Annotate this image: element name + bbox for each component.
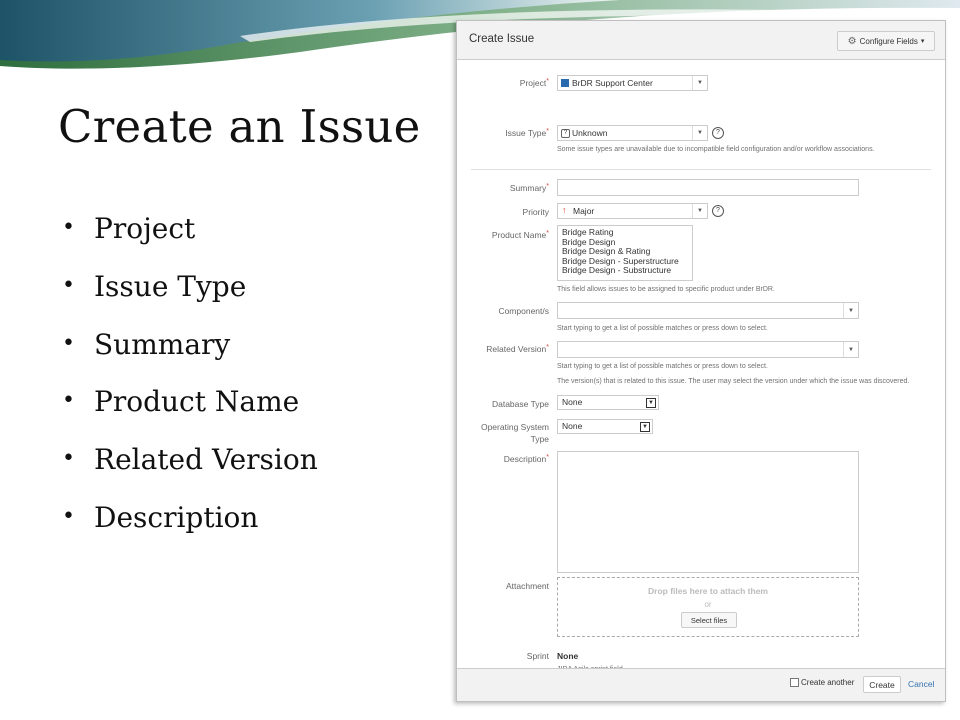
drop-zone-or: or [704, 600, 712, 609]
chevron-down-icon: ▼ [646, 398, 656, 408]
chevron-down-icon: ▼ [843, 342, 858, 357]
list-item[interactable]: Bridge Design - Substructure [562, 265, 672, 275]
select-files-button[interactable]: Select files [681, 612, 737, 628]
related-version-hint: Start typing to get a list of possible matches or press down to select. [557, 363, 768, 370]
project-label: Project* [519, 78, 549, 88]
chevron-down-icon: ▼ [692, 126, 707, 140]
related-version-label: Related Version* [486, 344, 549, 354]
sprint-value: None [557, 651, 579, 661]
unknown-issue-icon: ? [561, 129, 570, 138]
create-button[interactable]: Create [863, 676, 901, 693]
chevron-down-icon: ▾ [920, 38, 925, 45]
divider [471, 169, 931, 170]
chevron-down-icon: ▼ [692, 204, 707, 218]
product-name-label: Product Name* [491, 230, 549, 240]
operating-system-select[interactable]: None ▼ [557, 419, 653, 434]
cancel-link[interactable]: Cancel [908, 679, 935, 689]
bullet-item: • Summary [62, 327, 231, 361]
components-input[interactable] [557, 302, 859, 319]
help-icon[interactable]: ? [712, 205, 724, 217]
description-textarea[interactable] [557, 451, 859, 573]
bullet-item: • Product Name [62, 385, 300, 419]
chevron-down-icon: ▼ [843, 303, 858, 318]
drop-zone-text: Drop files here to attach them [648, 586, 768, 596]
attachment-drop-zone[interactable] [557, 577, 859, 637]
list-item[interactable]: Bridge Design - Superstructure [562, 255, 679, 266]
summary-label: Summary* [509, 183, 549, 193]
list-item[interactable]: Bridge Rating [562, 227, 614, 237]
checkbox-icon [790, 678, 799, 687]
summary-input[interactable] [557, 179, 859, 196]
list-item[interactable]: Bridge Design & Rating [562, 246, 651, 256]
configure-fields-button[interactable]: ⚙ Configure Fields ▾ [837, 31, 935, 51]
product-name-listbox[interactable] [557, 225, 693, 281]
priority-select[interactable]: ↑ Major ▼ [557, 203, 708, 219]
chevron-down-icon: ▼ [692, 76, 707, 90]
priority-label: Priority [522, 207, 549, 217]
list-item[interactable]: Bridge Design [562, 236, 616, 247]
related-version-hint-2: The version(s) that is related to this issue. The user may select the version under which the issue was discovered. [557, 378, 910, 385]
bullet-item: • Project [62, 212, 196, 245]
gear-icon: ⚙ [847, 35, 857, 47]
components-label: Component/s [498, 306, 549, 316]
database-type-select[interactable]: None ▼ [557, 395, 659, 410]
issue-type-label: Issue Type* [505, 128, 549, 138]
description-label: Description* [503, 454, 549, 464]
dialog-title: Create Issue [469, 33, 535, 45]
create-issue-dialog [456, 20, 946, 702]
attachment-label: Attachment [506, 581, 549, 591]
project-avatar-icon [561, 79, 569, 87]
related-version-input[interactable] [557, 341, 859, 358]
components-hint: Start typing to get a list of possible matches or press down to select. [557, 325, 768, 332]
issue-type-hint: Some issue types are unavailable due to incompatible field configuration and/or workflow associations. [557, 146, 875, 153]
arrow-up-icon: ↑ [562, 205, 567, 215]
project-select[interactable]: BrDR Support Center ▼ [557, 75, 708, 91]
chevron-down-icon: ▼ [640, 422, 650, 432]
sprint-label: Sprint [526, 651, 549, 661]
dialog-header [457, 21, 945, 60]
help-icon[interactable]: ? [712, 127, 724, 139]
dialog-body [457, 59, 945, 671]
create-another-checkbox[interactable]: Create another [790, 678, 854, 687]
bullet-list [62, 208, 318, 555]
bullet-item: • Issue Type [62, 269, 247, 303]
database-type-label: Database Type [491, 399, 549, 409]
bullet-item: • Related Version [62, 443, 318, 477]
operating-system-label: Operating System Type [480, 422, 549, 444]
issue-type-select[interactable]: ? Unknown ▼ [557, 125, 708, 141]
product-name-hint: This field allows issues to be assigned to specific product under BrDR. [557, 286, 775, 293]
slide-title: Create an Issue [58, 100, 421, 153]
dialog-footer [457, 668, 945, 701]
bullet-item: • Description [62, 500, 259, 534]
